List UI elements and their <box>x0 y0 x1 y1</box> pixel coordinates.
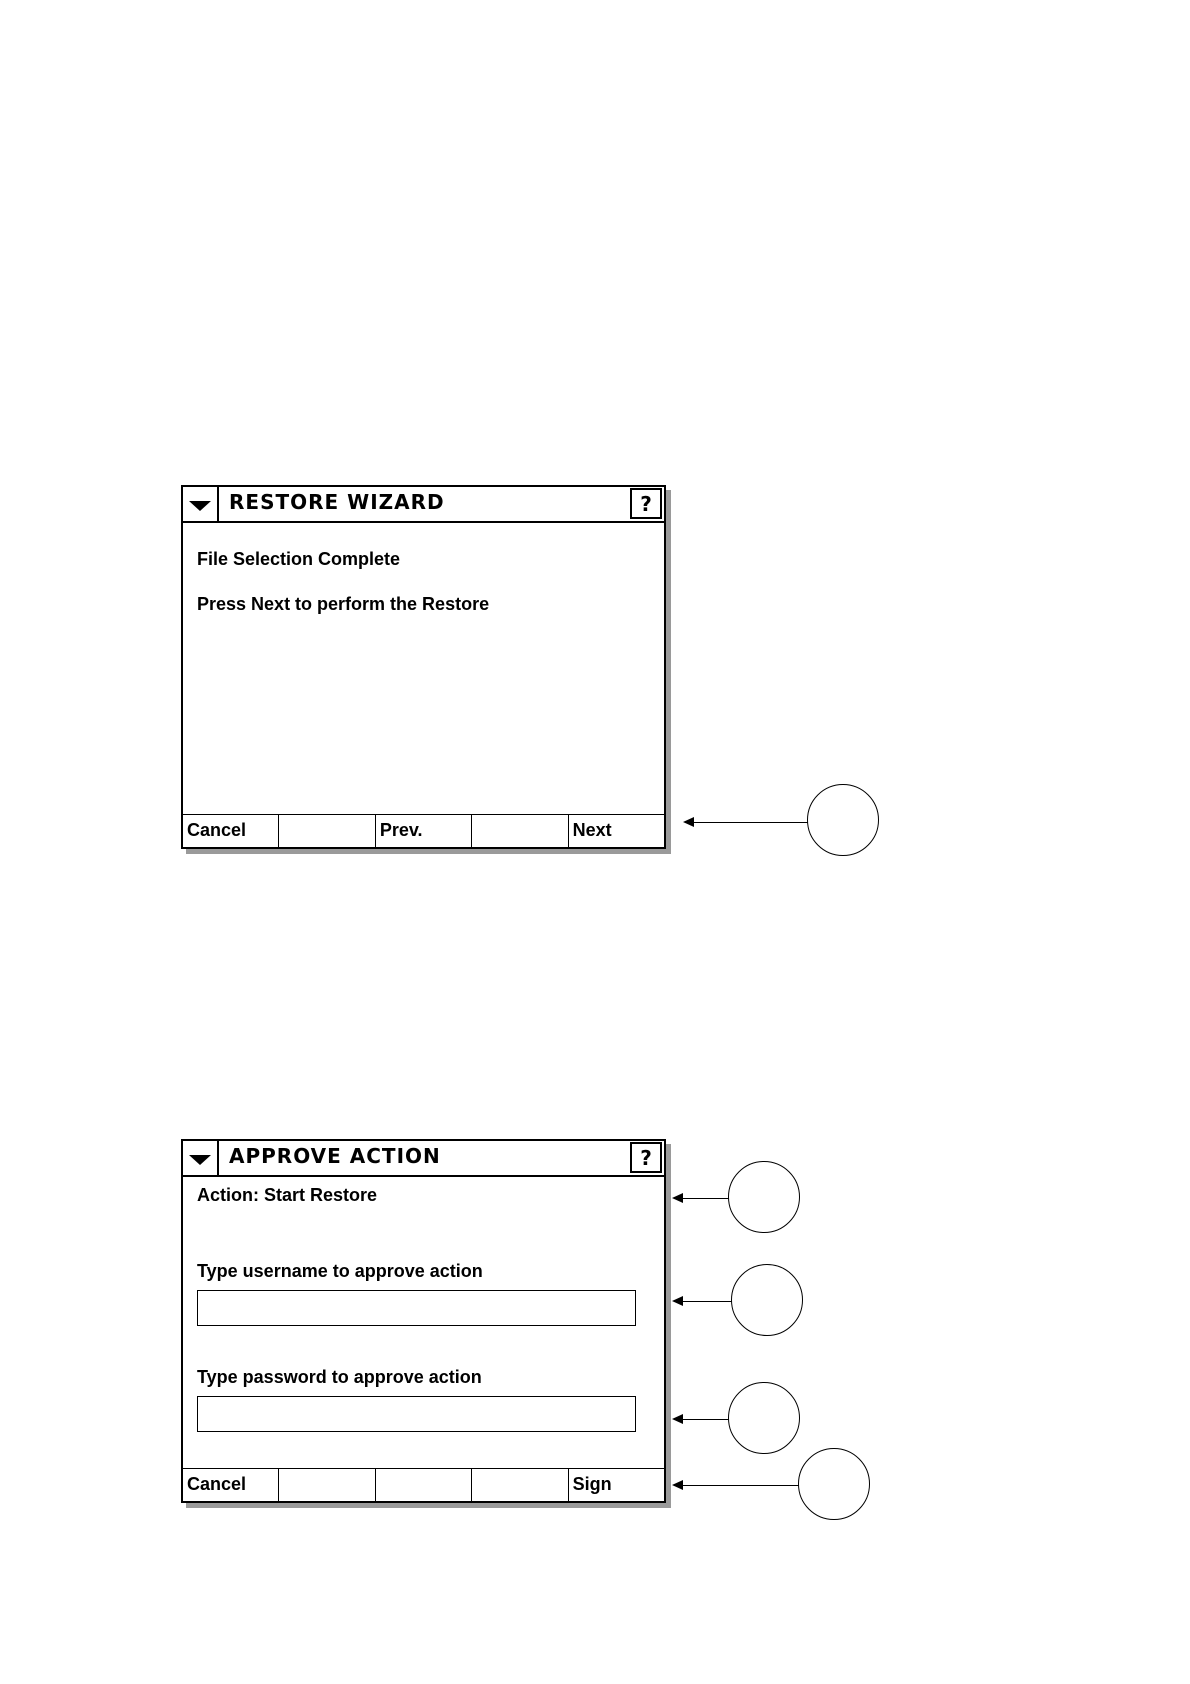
callout-circle-username <box>731 1264 803 1336</box>
callout-circle-softkeys <box>807 784 879 856</box>
callout-circle-password <box>728 1382 800 1454</box>
dialog-title: RESTORE WIZARD <box>229 490 445 514</box>
softkey-3[interactable] <box>376 1469 472 1501</box>
callout-arrow-softkeys <box>685 822 808 823</box>
cancel-button[interactable]: Cancel <box>183 815 279 847</box>
cancel-button[interactable]: Cancel <box>183 1469 279 1501</box>
callout-circle-sign <box>798 1448 870 1520</box>
action-description-text: Action: Start Restore <box>197 1185 378 1205</box>
restore-wizard-dialog <box>181 485 666 849</box>
callout-circle-action <box>728 1161 800 1233</box>
approve-action-dialog <box>181 1139 666 1503</box>
triangle-down-icon <box>189 501 211 511</box>
sign-button[interactable]: Sign <box>572 1474 612 1494</box>
username-input[interactable] <box>197 1290 636 1326</box>
next-button[interactable]: Next <box>572 820 612 840</box>
help-button[interactable]: ? <box>630 1142 662 1173</box>
softkey-bar <box>183 1468 664 1501</box>
help-button[interactable]: ? <box>630 488 662 519</box>
callout-arrow-action <box>674 1198 729 1199</box>
callout-arrow-sign <box>674 1485 799 1486</box>
approve-action-titlebar <box>183 1141 664 1177</box>
callout-arrow-username <box>674 1301 732 1302</box>
restore-wizard-titlebar <box>183 487 664 523</box>
prev-button[interactable]: Prev. <box>376 815 472 847</box>
menu-dropdown-button[interactable] <box>183 487 219 521</box>
callout-arrow-password <box>674 1419 729 1420</box>
password-label: Type password to approve action <box>197 1367 482 1387</box>
softkey-4[interactable] <box>472 815 568 847</box>
menu-dropdown-button[interactable] <box>183 1141 219 1175</box>
password-input[interactable] <box>197 1396 636 1432</box>
softkey-2[interactable] <box>279 815 375 847</box>
file-selection-status-text: File Selection Complete <box>197 549 401 569</box>
softkey-bar <box>183 814 664 847</box>
softkey-4[interactable] <box>472 1469 568 1501</box>
triangle-down-icon <box>189 1155 211 1165</box>
username-label: Type username to approve action <box>197 1261 483 1281</box>
dialog-title: APPROVE ACTION <box>229 1144 441 1168</box>
restore-instruction-text: Press Next to perform the Restore <box>197 594 490 614</box>
softkey-2[interactable] <box>279 1469 375 1501</box>
